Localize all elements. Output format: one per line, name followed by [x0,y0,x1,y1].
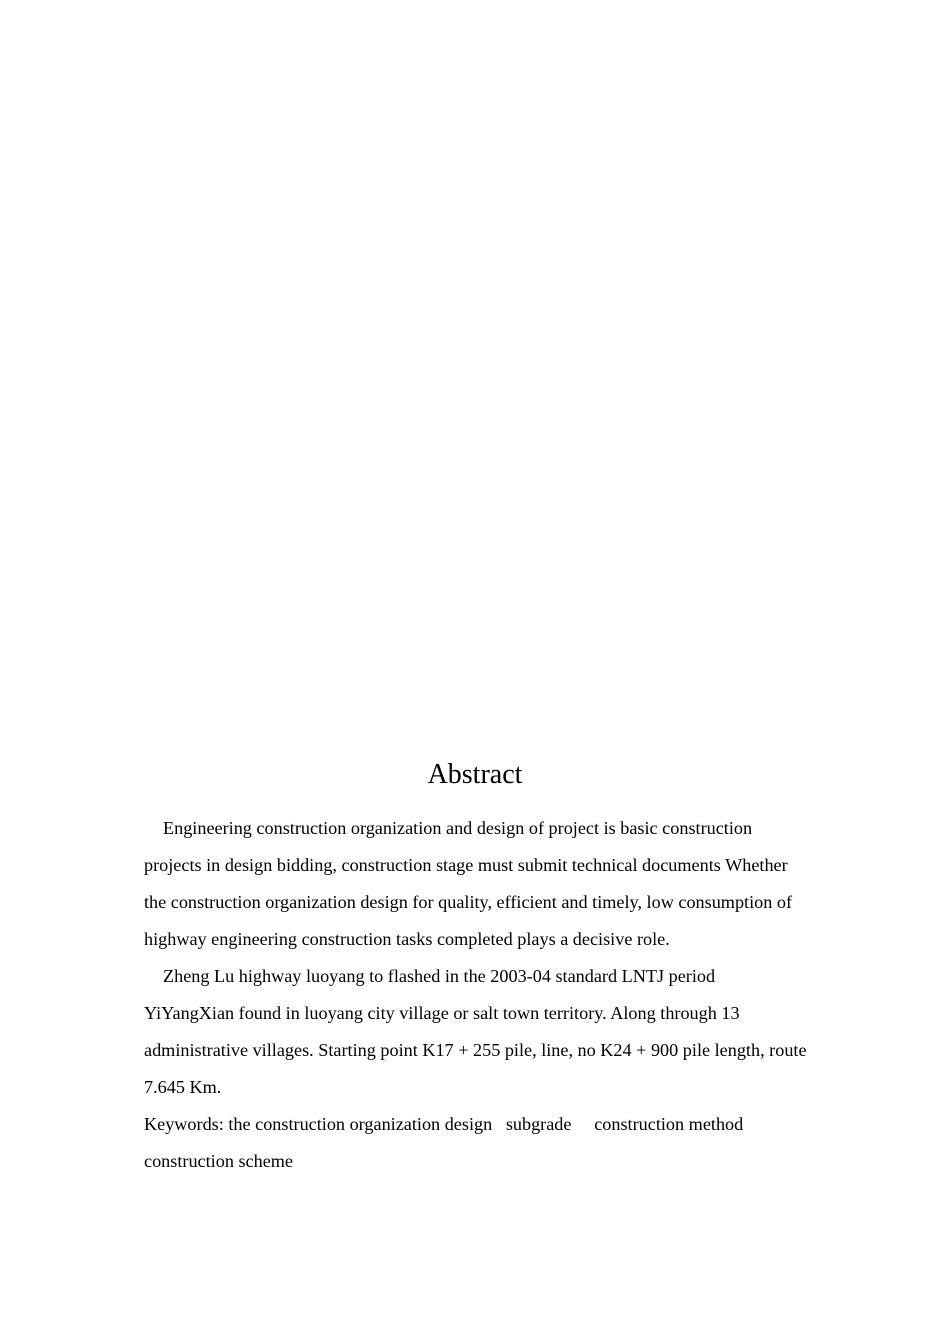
abstract-paragraph-1: Engineering construction organization and design of project is basic construction projects in design bidding, construction stage must submit technical documents Whether the construction organization design for quality, efficient and timely, low consumption of highway engineering construction tasks completed plays a decisive role. [144,818,793,949]
keywords-line: Keywords: the construction organization design subgrade construction method construction scheme [144,1114,748,1171]
abstract-title: Abstract [427,759,523,790]
abstract-paragraph-2: Zheng Lu highway luoyang to flashed in the 2003-04 standard LNTJ period YiYangXian found in luoyang city village or salt town territory. Along through 13 administrative villages. Starting point K17 + 255 pile, line, no K24 + 900 pile length, route 7.645 Km. [144,966,807,1097]
abstract-body [144,810,808,1180]
